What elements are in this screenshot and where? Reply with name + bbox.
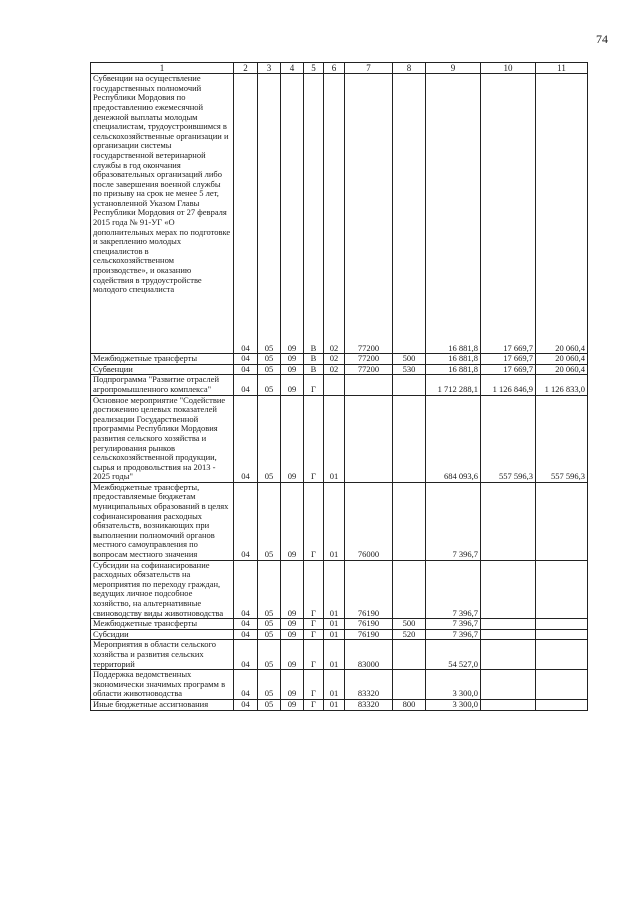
budget-table	[90, 62, 588, 711]
col-header-7: 7	[345, 63, 393, 74]
col-header-2: 2	[234, 63, 258, 74]
row-name-cell: Межбюджетные трансферты	[91, 354, 234, 365]
table-row	[91, 395, 588, 482]
cell-c9: 16 881,8	[426, 74, 481, 354]
cell-c3: 05	[258, 560, 281, 619]
cell-c10	[481, 482, 536, 560]
cell-c8: 520	[393, 629, 426, 640]
cell-c4: 09	[281, 364, 304, 375]
col-header-8: 8	[393, 63, 426, 74]
cell-c6: 02	[324, 74, 345, 354]
cell-c10: 17 669,7	[481, 364, 536, 375]
cell-c3: 05	[258, 395, 281, 482]
cell-c7	[345, 395, 393, 482]
col-header-1: 1	[91, 63, 234, 74]
cell-c8	[393, 375, 426, 395]
cell-c10: 17 669,7	[481, 354, 536, 365]
cell-c8	[393, 560, 426, 619]
cell-c4: 09	[281, 640, 304, 670]
row-name-cell: Межбюджетные трансферты	[91, 619, 234, 630]
cell-c9: 16 881,8	[426, 364, 481, 375]
table-row	[91, 354, 588, 365]
cell-c4: 09	[281, 395, 304, 482]
cell-c8	[393, 640, 426, 670]
cell-c9: 3 300,0	[426, 670, 481, 700]
cell-c5: В	[304, 74, 324, 354]
col-header-6: 6	[324, 63, 345, 74]
cell-c6: 01	[324, 619, 345, 630]
cell-c3: 05	[258, 74, 281, 354]
cell-c4: 09	[281, 482, 304, 560]
cell-c5: В	[304, 364, 324, 375]
cell-c11: 557 596,3	[536, 395, 588, 482]
cell-c3: 05	[258, 375, 281, 395]
cell-c5: Г	[304, 670, 324, 700]
page-number: 74	[596, 32, 608, 46]
cell-c8: 530	[393, 364, 426, 375]
cell-c5: Г	[304, 629, 324, 640]
cell-c11	[536, 670, 588, 700]
cell-c11: 20 060,4	[536, 364, 588, 375]
cell-c2: 04	[234, 629, 258, 640]
cell-c5: Г	[304, 699, 324, 710]
table-row	[91, 629, 588, 640]
cell-c11	[536, 699, 588, 710]
cell-c4: 09	[281, 74, 304, 354]
cell-c2: 04	[234, 560, 258, 619]
cell-c11	[536, 629, 588, 640]
cell-c10	[481, 640, 536, 670]
cell-c3: 05	[258, 629, 281, 640]
cell-c10	[481, 699, 536, 710]
cell-c11: 20 060,4	[536, 354, 588, 365]
row-name-cell: Межбюджетные трансферты, предоставляемые бюджетам муниципальных образований в целях софинансирования расходных обязательств, возникающих при выполнении полномочий органов местного самоуправления по вопросам местного значения	[91, 482, 234, 560]
col-header-11: 11	[536, 63, 588, 74]
cell-c9: 1 712 288,1	[426, 375, 481, 395]
cell-c3: 05	[258, 364, 281, 375]
cell-c8: 800	[393, 699, 426, 710]
cell-c10: 557 596,3	[481, 395, 536, 482]
cell-c2: 04	[234, 619, 258, 630]
cell-c2: 04	[234, 482, 258, 560]
cell-c9: 684 093,6	[426, 395, 481, 482]
table-row	[91, 670, 588, 700]
cell-c8	[393, 395, 426, 482]
row-name-cell: Основное мероприятие "Содействие достижению целевых показателей реализации Государственной программы Республики Мордовия развития сельского хозяйства и регулирования рынков сельскохозяйственной продукции, сырья и продовольствия на 2013 - 2025 годы"	[91, 395, 234, 482]
cell-c8: 500	[393, 354, 426, 365]
cell-c5: Г	[304, 395, 324, 482]
table-row	[91, 640, 588, 670]
header-row	[91, 63, 588, 74]
cell-c4: 09	[281, 619, 304, 630]
cell-c10	[481, 670, 536, 700]
col-header-10: 10	[481, 63, 536, 74]
table-row	[91, 74, 588, 354]
cell-c10	[481, 629, 536, 640]
row-name-cell: Подпрограмма "Развитие отраслей агропромышленного комплекса"	[91, 375, 234, 395]
cell-c6: 02	[324, 354, 345, 365]
col-header-5: 5	[304, 63, 324, 74]
cell-c5: Г	[304, 375, 324, 395]
cell-c8: 500	[393, 619, 426, 630]
cell-c3: 05	[258, 699, 281, 710]
cell-c5: Г	[304, 640, 324, 670]
row-name-cell: Субсидии	[91, 629, 234, 640]
cell-c9: 7 396,7	[426, 619, 481, 630]
table-row	[91, 699, 588, 710]
cell-c10: 17 669,7	[481, 74, 536, 354]
cell-c9: 7 396,7	[426, 629, 481, 640]
cell-c2: 04	[234, 364, 258, 375]
cell-c8	[393, 670, 426, 700]
cell-c11	[536, 482, 588, 560]
cell-c4: 09	[281, 629, 304, 640]
cell-c11: 1 126 833,0	[536, 375, 588, 395]
cell-c2: 04	[234, 670, 258, 700]
cell-c3: 05	[258, 354, 281, 365]
cell-c2: 04	[234, 699, 258, 710]
cell-c4: 09	[281, 699, 304, 710]
cell-c2: 04	[234, 74, 258, 354]
cell-c6: 01	[324, 560, 345, 619]
cell-c11	[536, 619, 588, 630]
row-name-cell: Субвенции на осуществление государственных полномочий Республики Мордовия по предоставлению ежемесячной денежной выплаты молодым специалистам, трудоустроившимся в сельскохозяйственные организации и организации системы государственной ветеринарной службы в год окончания образовательных организаций либо после завершения военной службы по призыву на срок не менее 5 лет, установленной Указом Главы Республики Мордовия от 27 февраля 2015 года № 91-УГ «О дополнительных мерах по подготовке и закреплению молодых специалистов в сельскохозяйственном производстве», и оказанию содействия в трудоустройстве молодого специалиста	[91, 74, 234, 354]
table-row	[91, 619, 588, 630]
table-row	[91, 560, 588, 619]
cell-c3: 05	[258, 670, 281, 700]
cell-c9: 7 396,7	[426, 560, 481, 619]
cell-c4: 09	[281, 560, 304, 619]
cell-c7: 76000	[345, 482, 393, 560]
cell-c10	[481, 560, 536, 619]
cell-c8	[393, 74, 426, 354]
cell-c8	[393, 482, 426, 560]
cell-c9: 16 881,8	[426, 354, 481, 365]
cell-c2: 04	[234, 395, 258, 482]
cell-c2: 04	[234, 640, 258, 670]
cell-c7: 83320	[345, 699, 393, 710]
cell-c11	[536, 640, 588, 670]
cell-c7: 77200	[345, 74, 393, 354]
cell-c10: 1 126 846,9	[481, 375, 536, 395]
cell-c6: 01	[324, 629, 345, 640]
row-name-cell: Поддержка ведомственных экономически значимых программ в области животноводства	[91, 670, 234, 700]
cell-c7: 77200	[345, 364, 393, 375]
cell-c9: 3 300,0	[426, 699, 481, 710]
cell-c5: Г	[304, 619, 324, 630]
table-row	[91, 375, 588, 395]
cell-c11: 20 060,4	[536, 74, 588, 354]
cell-c7: 76190	[345, 619, 393, 630]
cell-c9: 54 527,0	[426, 640, 481, 670]
col-header-9: 9	[426, 63, 481, 74]
row-name-cell: Субвенции	[91, 364, 234, 375]
cell-c7: 76190	[345, 560, 393, 619]
cell-c7: 76190	[345, 629, 393, 640]
cell-c3: 05	[258, 640, 281, 670]
row-name-cell: Мероприятия в области сельского хозяйства и развития сельских территорий	[91, 640, 234, 670]
cell-c4: 09	[281, 670, 304, 700]
cell-c4: 09	[281, 354, 304, 365]
cell-c6: 01	[324, 640, 345, 670]
cell-c9: 7 396,7	[426, 482, 481, 560]
table-row	[91, 364, 588, 375]
cell-c6: 01	[324, 395, 345, 482]
cell-c4: 09	[281, 375, 304, 395]
col-header-4: 4	[281, 63, 304, 74]
cell-c2: 04	[234, 354, 258, 365]
cell-c5: Г	[304, 560, 324, 619]
cell-c7: 77200	[345, 354, 393, 365]
col-header-3: 3	[258, 63, 281, 74]
cell-c5: Г	[304, 482, 324, 560]
cell-c3: 05	[258, 619, 281, 630]
cell-c6: 01	[324, 482, 345, 560]
cell-c10	[481, 619, 536, 630]
cell-c5: В	[304, 354, 324, 365]
cell-c7: 83000	[345, 640, 393, 670]
cell-c2: 04	[234, 375, 258, 395]
row-name-cell: Иные бюджетные ассигнования	[91, 699, 234, 710]
cell-c11	[536, 560, 588, 619]
cell-c7	[345, 375, 393, 395]
row-name-cell: Субсидии на софинансирование расходных обязательств на мероприятия по переходу граждан, ведущих личное подсобное хозяйство, на альтернативные свиноводству виды животноводства	[91, 560, 234, 619]
cell-c6: 01	[324, 670, 345, 700]
cell-c6: 02	[324, 364, 345, 375]
table-row	[91, 482, 588, 560]
cell-c7: 83320	[345, 670, 393, 700]
cell-c6: 01	[324, 699, 345, 710]
cell-c6	[324, 375, 345, 395]
cell-c3: 05	[258, 482, 281, 560]
